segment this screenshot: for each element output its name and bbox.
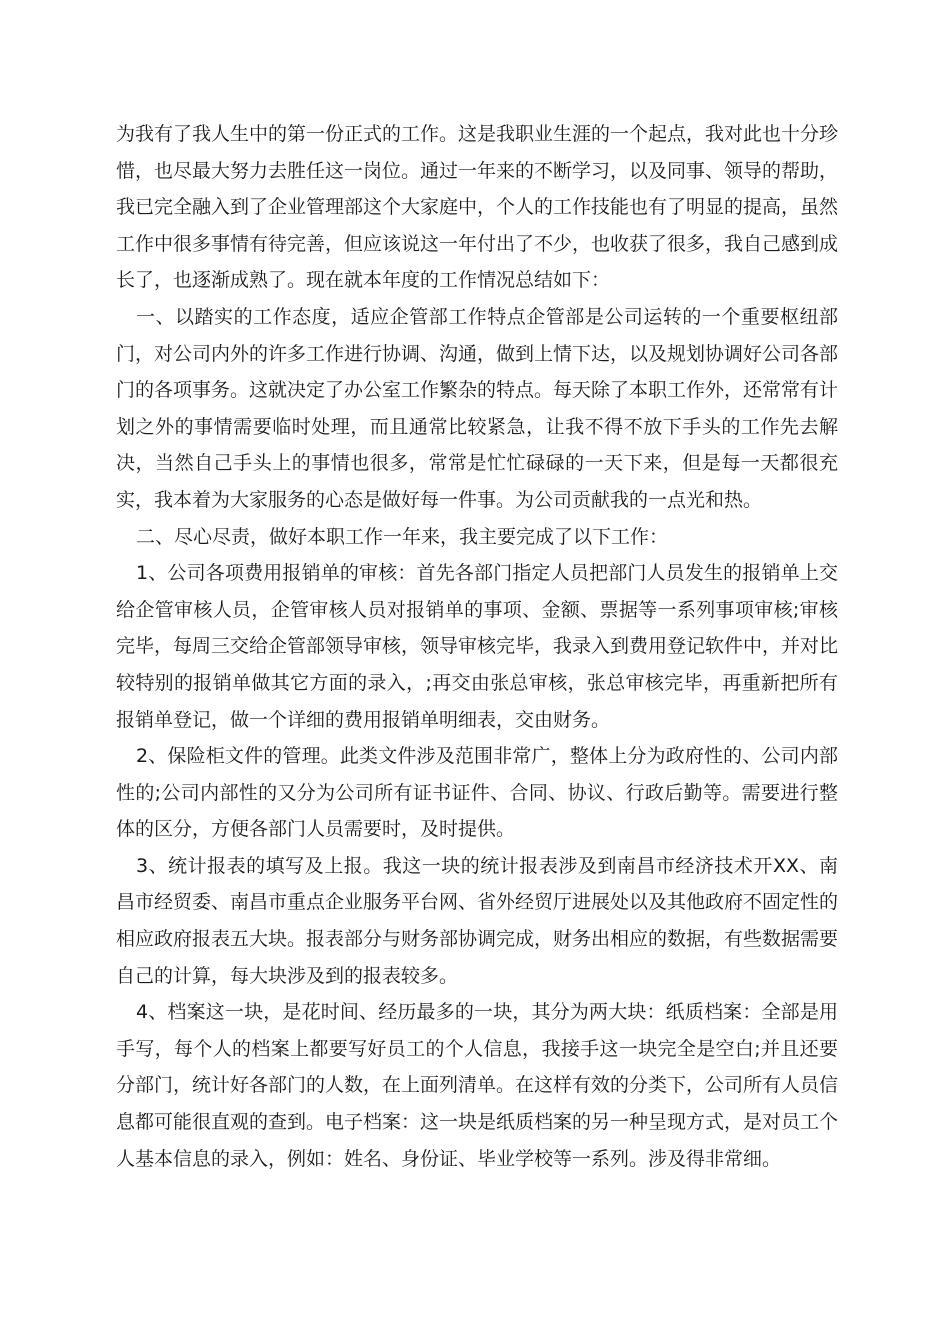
paragraph-item-3: 3、统计报表的填写及上报。我这一块的统计报表涉及到南昌市经济技术开XX、南昌市经贸委、南昌市重点企业服务平台网、省外经贸厅进展处以及其他政府不固定性的相应政府报表五大块。报表部分与财务部协调完成，财务出相应的数据，有些数据需要自己的计算，每大块涉及到的报表较多。 — [116, 854, 839, 987]
paragraph-item-4: 4、档案这一块，是花时间、经历最多的一块，其分为两大块：纸质档案：全部是用手写，每个人的档案上都要写好员工的个人信息，我接手这一块完全是空白;并且还要分部门，统计好各部门的人数，在上面列清单。在这样有效的分类下，公司所有人员信息都可能很直观的查到。电子档案：这一块是纸质档案的另一种呈现方式，是对员工个人基本信息的录入，例如：姓名、身份证、毕业学校等一系列。涉及得非常细。 — [116, 1001, 839, 1170]
document-body — [116, 116, 838, 1177]
paragraph-item-2: 2、保险柜文件的管理。此类文件涉及范围非常广，整体上分为政府性的、公司内部性的;公司内部性的又分为公司所有证书证件、合同、协议、行政后勤等。需要进行整体的区分，方便各部门人员需要时，及时提供。 — [116, 745, 838, 841]
paragraph-intro: 为我有了我人生中的第一份正式的工作。这是我职业生涯的一个起点，我对此也十分珍惜，也尽最大努力去胜任这一岗位。通过一年来的不断学习，以及同事、领导的帮助，我已完全融入到了企业管理部这个大家庭中，个人的工作技能也有了明显的提高，虽然工作中很多事情有待完善，但应该说这一年付出了不少，也收获了很多，我自己感到成长了，也逐渐成熟了。现在就本年度的工作情况总结如下： — [116, 123, 839, 292]
paragraph-section-1: 一、以踏实的工作态度，适应企管部工作特点企管部是公司运转的一个重要枢纽部门，对公司内外的许多工作进行协调、沟通，做到上情下达，以及规划协调好公司各部门的各项事务。这就决定了办公室工作繁杂的特点。每天除了本职工作外，还常常有计划之外的事情需要临时处理，而且通常比较紧急，让我不得不放下手头的工作先去解决，当然自己手头上的事情也很多，常常是忙忙碌碌的一天下来，但是每一天都很充实，我本着为大家服务的心态是做好每一件事。为公司贡献我的一点光和热。 — [116, 305, 839, 511]
paragraph-section-2: 二、尽心尽责，做好本职工作一年来，我主要完成了以下工作： — [136, 525, 669, 548]
paragraph-item-1: 1、公司各项费用报销单的审核：首先各部门指定人员把部门人员发生的报销单上交给企管审核人员，企管审核人员对报销单的事项、金额、票据等一系列事项审核;审核完毕，每周三交给企管部领导审核，领导审核完毕，我录入到费用登记软件中，并对比较特别的报销单做其它方面的录入，;再交由张总审核，张总审核完毕，再重新把所有报销单登记，做一个详细的费用报销单明细表，交由财务。 — [116, 562, 839, 731]
